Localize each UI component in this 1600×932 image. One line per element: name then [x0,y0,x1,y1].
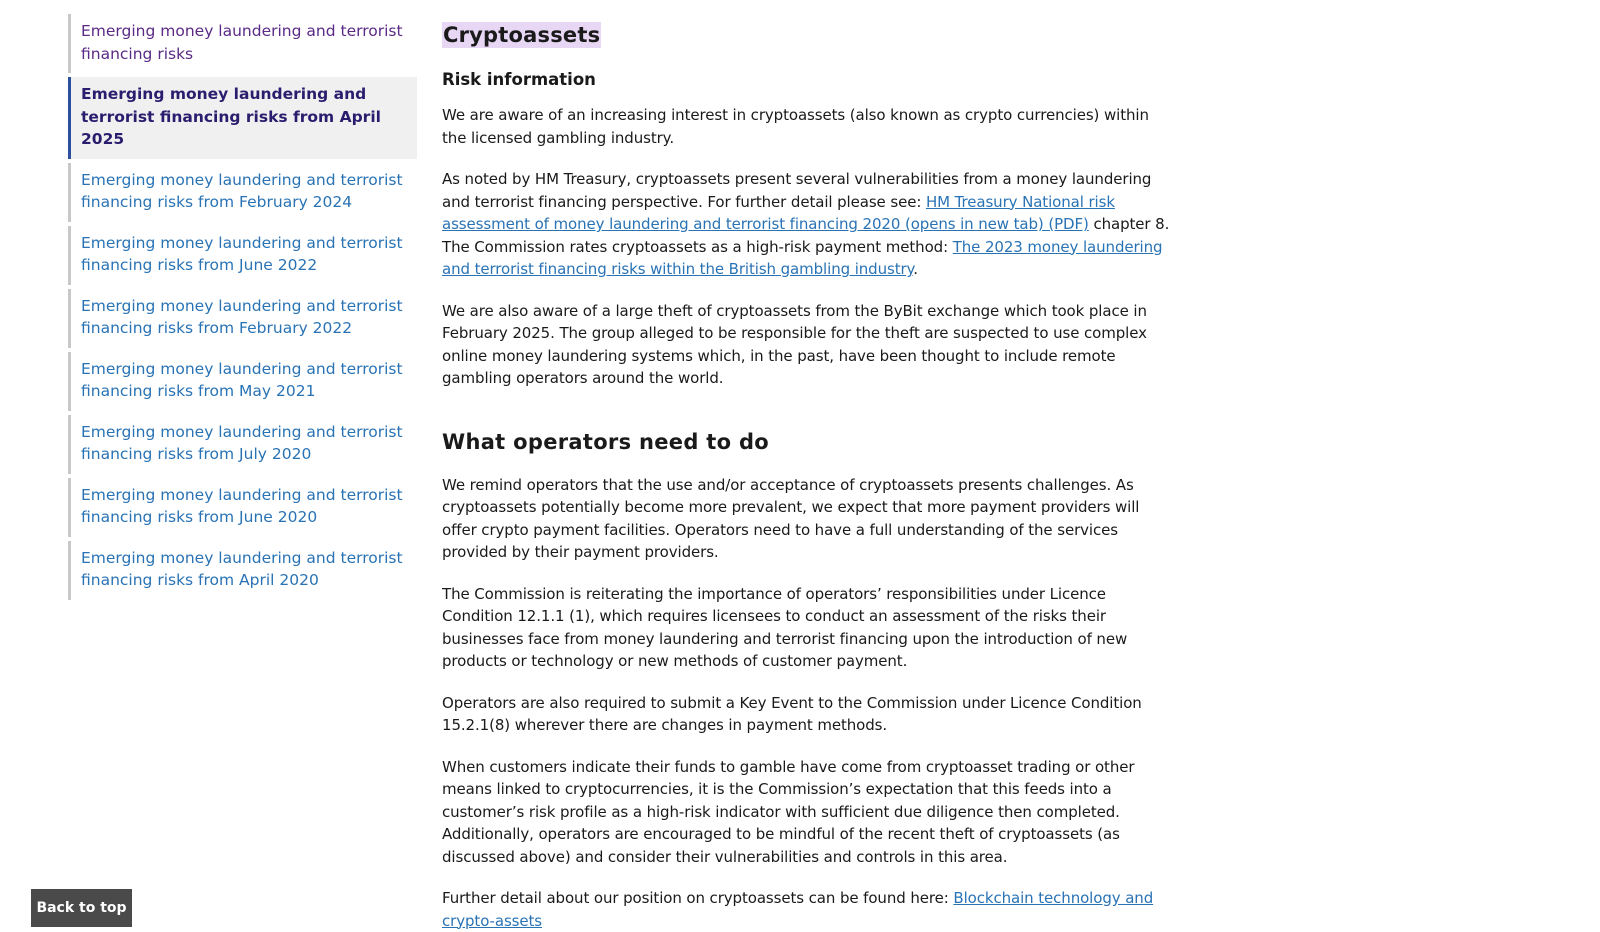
paragraph-interest: We are aware of an increasing interest in cryptoassets (also known as crypto currencies) within the licensed gambling industry. [442,106,1149,147]
sidebar-link[interactable]: Emerging money laundering and terrorist financing risks from June 2022 [81,233,403,274]
sidebar-link[interactable]: Emerging money laundering and terrorist financing risks from February 2024 [81,170,403,211]
paragraph-bybit: We are also aware of a large theft of cryptoassets from the ByBit exchange which took place in February 2025. The group alleged to be responsible for the theft are suspected to use complex online money laundering systems which, in the past, have been thought to include remote gambling operators around the world. [442,301,1147,387]
sidebar-item-may-2021 [68,352,417,411]
hm-treasury-link[interactable]: HM Treasury National risk assessment of money laundering and terrorist financing 2020 (opens in new tab) (PDF) [442,192,1115,233]
sidebar-item-june-2020 [68,478,417,537]
paragraph-text: . [913,260,918,278]
sidebar-link[interactable]: Emerging money laundering and terrorist financing risks from February 2022 [81,296,403,337]
sidebar-item-emerging-risks [68,14,417,73]
paragraph-hm-treasury [442,168,1172,281]
sidebar-link[interactable]: Emerging money laundering and terrorist financing risks [81,22,403,63]
sidebar-item-february-2024 [68,163,417,222]
paragraph-text: chapter 8. The Commission rates cryptoassets as a high-risk payment method: [442,215,1170,256]
sidebar-item-july-2020 [68,415,417,474]
sidebar-link[interactable]: Emerging money laundering and terrorist financing risks from June 2020 [81,485,403,526]
sidebar-link[interactable]: Emerging money laundering and terrorist financing risks from July 2020 [81,422,403,463]
paragraph-remind-operators: We remind operators that the use and/or acceptance of cryptoassets presents challenges. As cryptoassets potentially become more prevalent, we expect that more payment providers will offer crypto payment facilities. Operators need to have a full understanding of the services provided by their payment providers. [442,475,1140,561]
paragraph-text: Further detail about our position on cryptoassets can be found here: [442,889,954,907]
paragraph-text: As noted by HM Treasury, cryptoassets present several vulnerabilities from a money laundering and terrorist financing perspective. For further detail please see: [442,170,1152,211]
sidebar-link[interactable]: Emerging money laundering and terrorist financing risks from May 2021 [81,359,403,400]
sidebar-item-april-2025 [68,77,417,159]
back-to-top-button[interactable]: Back to top [31,889,132,927]
risk-information-heading: Risk information [442,70,596,89]
main-content [442,18,1172,932]
blockchain-link[interactable]: Blockchain technology and crypto-assets [442,889,1154,930]
sidebar-link[interactable]: Emerging money laundering and terrorist financing risks from April 2020 [81,548,403,589]
risk-report-link[interactable]: The 2023 money laundering and terrorist financing risks within the British gambling industry [442,237,1163,278]
paragraph-licence-condition: The Commission is reiterating the importance of operators’ responsibilities under Licence Condition 12.1.1 (1), which requires licensees to conduct an assessment of the risks their businesses face from money laundering and terrorist financing upon the introduction of new products or technology or new methods of customer payment. [442,584,1128,670]
paragraph-key-event: Operators are also required to submit a Key Event to the Commission under Licence Condition 15.2.1(8) wherever there are changes in payment methods. [442,693,1142,734]
sidebar-nav [68,14,417,604]
sidebar-item-june-2022 [68,226,417,285]
paragraph-further-detail [442,887,1172,932]
sidebar-item-february-2022 [68,289,417,348]
paragraph-customer-funds: When customers indicate their funds to gamble have come from cryptoasset trading or other means linked to cryptocurrencies, it is the Commission’s expectation that this feeds into a customer’s risk profile as a high-risk indicator with sufficient due diligence then completed. Additionally, operators are encouraged to be mindful of the recent theft of cryptoassets (as discussed above) and consider their vulnerabilities and controls in this area. [442,757,1135,866]
operators-heading: What operators need to do [442,429,770,454]
sidebar-link-active[interactable]: Emerging money laundering and terrorist financing risks from April 2025 [81,85,381,148]
section-title: Cryptoassets [443,23,601,47]
sidebar-item-april-2020 [68,541,417,600]
